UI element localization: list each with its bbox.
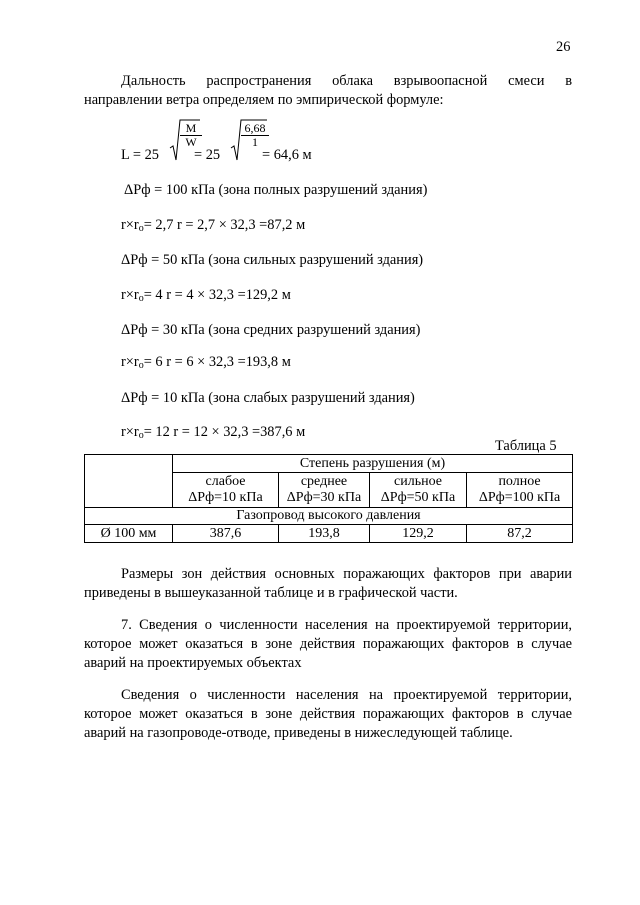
- section7-line-1: 7. Сведения о численности населения на проектируемой территории,: [121, 617, 572, 633]
- zone-2-pressure: ΔPф = 50 кПа (зона сильных разрушений здания): [121, 252, 424, 268]
- zone-4-radius: $r\times r_o= 12$ r = 12 × 32,3 =387,6 м: [121, 424, 306, 441]
- column-header: среднее ΔPф=30 кПа: [279, 473, 370, 508]
- zone-2-radius: $r\times r_o= 4$ r = 4 × 32,3 =129,2 м: [121, 287, 291, 304]
- fraction-2: [241, 122, 269, 149]
- table-cell: 193,8: [279, 525, 370, 543]
- table-group-row: Газопровод высокого давления: [85, 508, 573, 525]
- table-corner-cell: [85, 455, 173, 508]
- page-number: 26: [556, 39, 571, 55]
- para2-line-1: Сведения о численности населения на проектируемой территории,: [121, 687, 572, 703]
- zone-1-pressure: ΔPф = 100 кПа (зона полных разрушений здания): [124, 182, 428, 198]
- column-header: слабое ΔPф=10 кПа: [173, 473, 279, 508]
- formula-lhs: L = 25: [121, 147, 159, 163]
- para2-line-3: аварий на газопроводе-отводе, приведены в нижеследующей таблице.: [84, 725, 513, 741]
- intro-line-1: Дальность распространения облака взрывоопасной смеси в: [121, 73, 572, 89]
- para1-line-1: Размеры зон действия основных поражающих факторов при аварии: [121, 566, 572, 582]
- table-cell: 387,6: [173, 525, 279, 543]
- fraction-1: [180, 122, 202, 149]
- intro-line-2: направлении ветра определяем по эмпирической формуле:: [84, 92, 444, 108]
- table-caption: Таблица 5: [495, 438, 557, 454]
- table-header: Степень разрушения (м): [173, 455, 573, 473]
- para1-line-2: приведены в вышеуказанной таблице и в графической части.: [84, 585, 458, 601]
- table-cell: 87,2: [467, 525, 573, 543]
- table-cell: 129,2: [370, 525, 467, 543]
- destruction-table: [84, 454, 573, 543]
- column-header: полное ΔPф=100 кПа: [467, 473, 573, 508]
- zone-3-pressure: ΔPф = 30 кПа (зона средних разрушений здания): [121, 322, 421, 338]
- section7-line-3: аварий на проектируемых объектах: [84, 655, 302, 671]
- row-label: Ø 100 мм: [85, 525, 173, 543]
- formula-eq1: = 25: [194, 147, 221, 163]
- fraction-2-numerator: 6,68: [241, 122, 269, 136]
- zone-3-radius: $r\times r_o= 6$ r = 6 × 32,3 =193,8 м: [121, 354, 291, 371]
- table-row: [85, 525, 573, 543]
- para2-line-2: которое может оказаться в зоне действия поражающих факторов в случае: [84, 706, 572, 722]
- zone-1-radius: $r\times r_o= 2,7$ r = 2,7 × 32,3 =87,2 м: [121, 217, 306, 234]
- formula-result: = 64,6 м: [262, 147, 312, 163]
- fraction-1-numerator: M: [180, 122, 202, 136]
- fraction-1-denominator: W: [185, 135, 197, 149]
- section7-line-2: которое может оказаться в зоне действия поражающих факторов в случае: [84, 636, 572, 652]
- zone-4-pressure: ΔPф = 10 кПа (зона слабых разрушений здания): [121, 390, 415, 406]
- fraction-2-denominator: 1: [252, 135, 258, 149]
- column-header: сильное ΔPф=50 кПа: [370, 473, 467, 508]
